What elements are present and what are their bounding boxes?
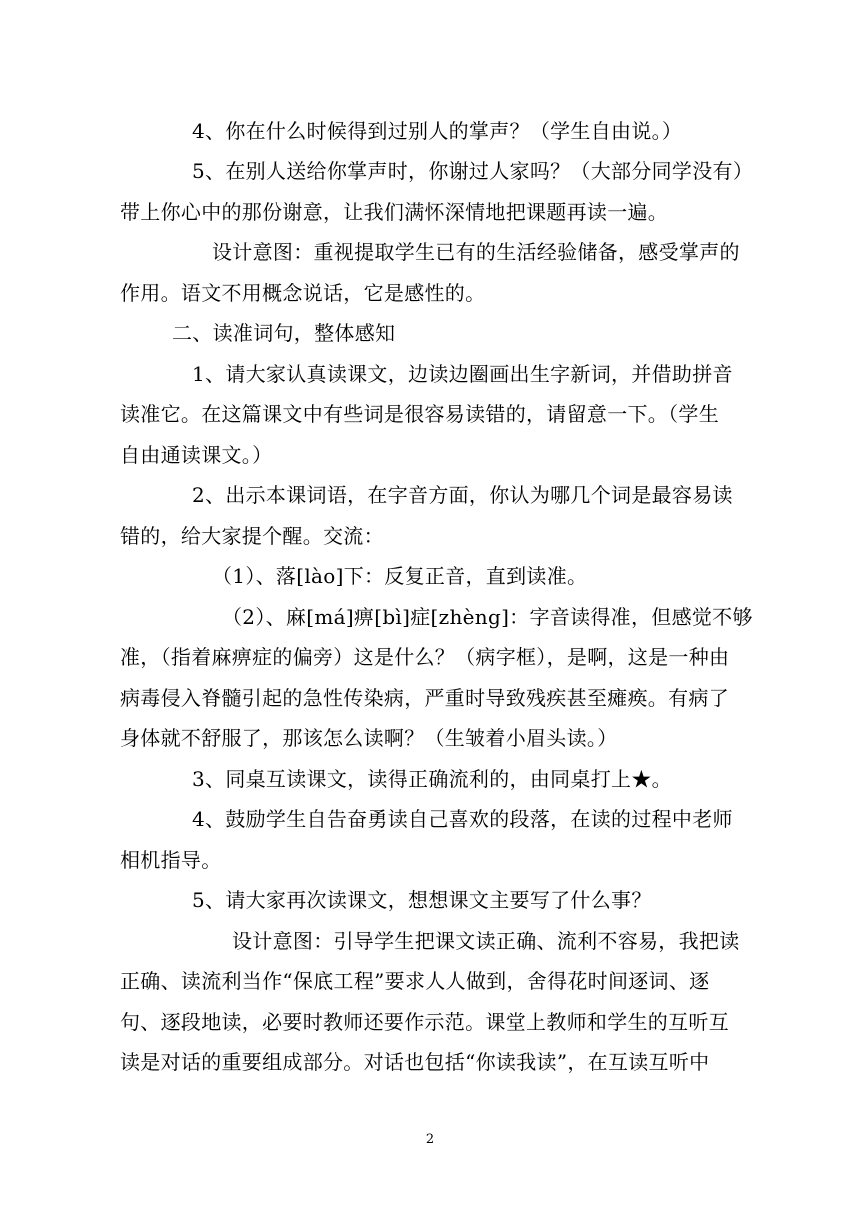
text-line: 2、出示本课词语，在字音方面，你认为哪几个词是最容易读 [192, 483, 733, 507]
section-heading: 二、读准词句，整体感知 [172, 321, 396, 345]
text-line: 1、请大家认真读课文，边读边圈画出生字新词，并借助拼音 [192, 362, 733, 386]
text-line: 作用。语文不用概念说话，它是感性的。 [120, 281, 486, 305]
text-line: 准，（指着麻痹症的偏旁）这是什么？（病字框），是啊，这是一种由 [120, 645, 730, 669]
text-line: 3、同桌互读课文，读得正确流利的，由同桌打上★。 [192, 767, 672, 791]
text-line: 5、请大家再次读课文，想想课文主要写了什么事？ [192, 888, 652, 912]
page-number: 2 [425, 1132, 435, 1147]
text-line: 身体就不舒服了，那该怎么读啊？（生皱着小眉头读。） [120, 726, 618, 750]
text-line: （2）、麻[má]痹[bì]症[zhèng]：字音读得准，但感觉不够 [222, 605, 753, 629]
text-line: 设计意图：引导学生把课文读正确、流利不容易，我把读 [232, 929, 740, 953]
text-line: 句、逐段地读，必要时教师还要作示范。课堂上教师和学生的互听互 [120, 1010, 729, 1034]
text-line: 4、鼓励学生自告奋勇读自己喜欢的段落，在读的过程中老师 [192, 807, 733, 831]
text-line: 带上你心中的那份谢意，让我们满怀深情地把课题再读一遍。 [120, 200, 669, 224]
text-line: 病毒侵入脊髓引起的急性传染病，严重时导致残疾甚至瘫痪。有病了 [120, 686, 729, 710]
text-line: 正确、读流利当作“保底工程”要求人人做到，舍得花时间逐词、逐 [120, 969, 710, 993]
text-line: 自由通读课文。） [120, 443, 273, 467]
text-line: 相机指导。 [120, 848, 222, 872]
text-line: （1）、落[lào]下：反复正音，直到读准。 [212, 564, 588, 588]
text-line: 读准它。在这篇课文中有些词是很容易读错的，请留意一下。（学生 [120, 402, 719, 426]
text-line: 4、你在什么时候得到过别人的掌声？（学生自由说。） [192, 119, 683, 143]
text-line: 5、在别人送给你掌声时，你谢过人家吗？（大部分同学没有） [192, 159, 754, 183]
text-line: 设计意图：重视提取学生已有的生活经验储备，感受掌声的 [212, 240, 740, 264]
text-line: 读是对话的重要组成部分。对话也包括“你读我读”，在互读互听中 [120, 1050, 710, 1074]
text-line: 错的，给大家提个醒。交流： [120, 524, 384, 548]
